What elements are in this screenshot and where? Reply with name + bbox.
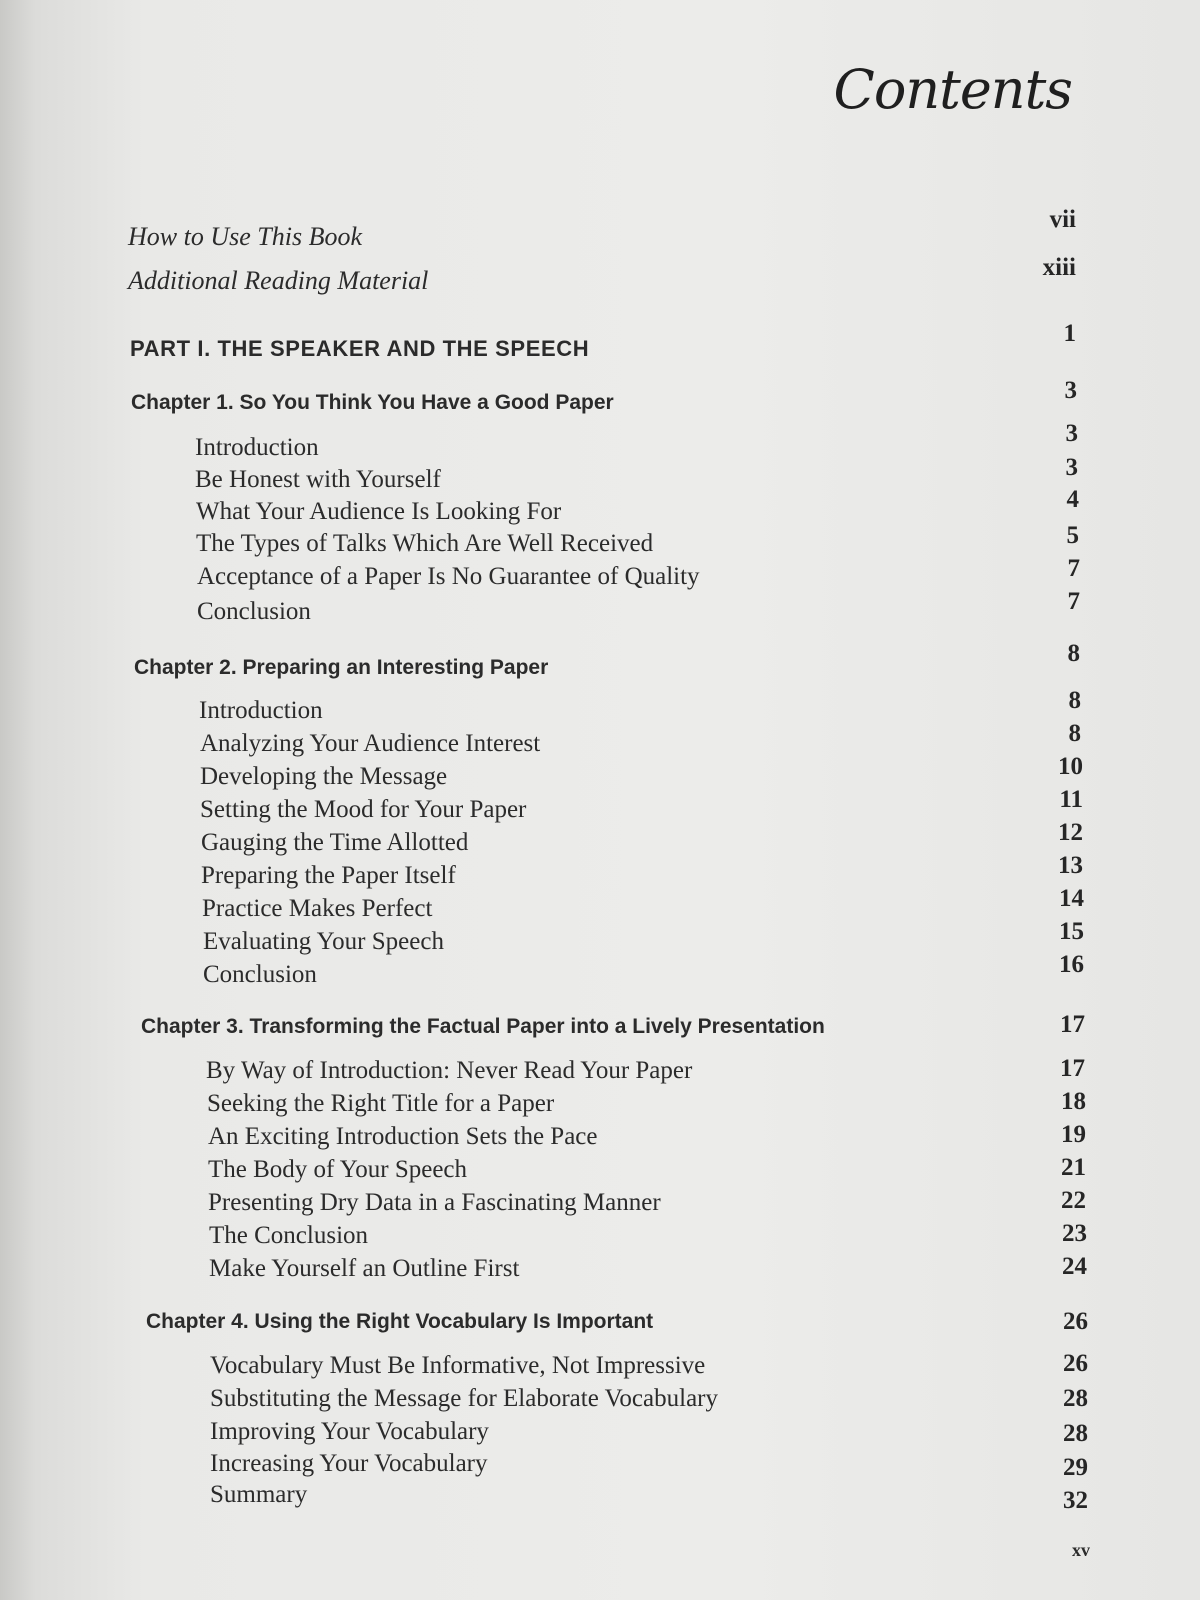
toc-page-number: 7 [1067, 555, 1080, 582]
toc-entry-label: Substituting the Message for Elaborate Vocabulary [210, 1385, 718, 1412]
toc-chapter-label: Chapter 3. Transforming the Factual Paper into a Lively Presentation [141, 1015, 825, 1038]
toc-page-number: 12 [1058, 819, 1083, 846]
toc-page-number: vii [1049, 206, 1076, 233]
toc-page-number: 16 [1059, 951, 1084, 978]
toc-page-number: 28 [1063, 1385, 1088, 1412]
toc-entry-label: The Conclusion [209, 1222, 369, 1249]
toc-entry-label: Acceptance of a Paper Is No Guarantee of Quality [197, 563, 700, 590]
toc-entry-label: Conclusion [197, 598, 311, 625]
toc-page-number: 3 [1065, 420, 1078, 447]
toc-chapter-label: Chapter 4. Using the Right Vocabulary Is Important [146, 1310, 654, 1333]
toc-page-number: 14 [1059, 885, 1084, 912]
toc-entry-label: How to Use This Book [128, 222, 362, 251]
toc-entry-label: Be Honest with Yourself [195, 466, 441, 493]
toc-page-number: 15 [1059, 918, 1084, 945]
toc-entry-label: By Way of Introduction: Never Read Your Paper [206, 1057, 693, 1084]
toc-entry-label: Improving Your Vocabulary [210, 1418, 489, 1445]
toc-page-number: 26 [1063, 1350, 1088, 1377]
toc-page-number: 5 [1066, 522, 1079, 549]
toc-entry-label: Preparing the Paper Itself [201, 862, 456, 889]
toc-page-number: 3 [1064, 377, 1077, 404]
toc-entry-label: Evaluating Your Speech [203, 928, 444, 955]
toc-entry-label: Seeking the Right Title for a Paper [207, 1090, 555, 1117]
toc-page-number: 23 [1062, 1220, 1087, 1247]
toc-page-number: 8 [1068, 687, 1081, 714]
toc-page-number: 28 [1063, 1420, 1088, 1447]
toc-chapter-label: Chapter 1. So You Think You Have a Good Paper [131, 391, 614, 414]
toc-entry-label: Developing the Message [200, 763, 448, 790]
toc-page-number: 10 [1058, 753, 1083, 780]
toc-entry-label: What Your Audience Is Looking For [196, 498, 562, 525]
toc-page-number: 17 [1060, 1011, 1085, 1038]
toc-page-number: 19 [1061, 1121, 1086, 1148]
toc-entry-label: Increasing Your Vocabulary [210, 1450, 488, 1477]
toc-page-number: 21 [1061, 1154, 1086, 1181]
toc-page-number: 18 [1061, 1088, 1086, 1115]
toc-page-number: 32 [1063, 1487, 1088, 1514]
toc-page-number: 8 [1068, 720, 1081, 747]
toc-entry-label: Practice Makes Perfect [202, 895, 433, 922]
toc-page-number: 13 [1058, 852, 1083, 879]
toc-entry-label: Introduction [199, 697, 323, 724]
toc-chapter-label: Chapter 2. Preparing an Interesting Paper [134, 656, 549, 679]
toc-entry-label: Analyzing Your Audience Interest [200, 730, 541, 757]
toc-entry-label: Presenting Dry Data in a Fascinating Manner [208, 1189, 661, 1216]
toc-entry-label: The Body of Your Speech [208, 1156, 468, 1183]
toc-entry-label: Make Yourself an Outline First [209, 1255, 520, 1282]
toc-page-number: xiii [1042, 254, 1076, 281]
toc-part-label: PART I. THE SPEAKER AND THE SPEECH [130, 336, 590, 361]
toc-page-number: 1 [1063, 320, 1076, 347]
toc-entry-label: Additional Reading Material [128, 266, 429, 295]
toc-entry-label: Vocabulary Must Be Informative, Not Impressive [210, 1352, 706, 1379]
toc-page-number: 22 [1061, 1187, 1086, 1214]
toc-page-number: 29 [1063, 1454, 1088, 1481]
toc-entry-label: Gauging the Time Allotted [201, 829, 469, 856]
toc-page-number: 8 [1067, 640, 1080, 667]
toc-entry-label: Setting the Mood for Your Paper [200, 796, 527, 823]
toc-page-number: 3 [1065, 454, 1078, 481]
toc-page-number: 11 [1059, 786, 1083, 813]
page-title: Contents [833, 58, 1072, 121]
toc-entry-label: An Exciting Introduction Sets the Pace [208, 1123, 598, 1150]
toc-page-number: 26 [1063, 1308, 1088, 1335]
toc-entry-label: Summary [210, 1481, 308, 1508]
toc-entry-label: Introduction [195, 434, 319, 461]
toc-page-number: 4 [1066, 486, 1079, 513]
toc-entry-label: Conclusion [203, 961, 317, 988]
page-folio: xv [1072, 1540, 1090, 1560]
toc-page-number: 17 [1060, 1055, 1085, 1082]
toc-page-number: 24 [1062, 1253, 1087, 1280]
toc-entry-label: The Types of Talks Which Are Well Received [196, 530, 654, 557]
toc-page-number: 7 [1067, 588, 1080, 615]
